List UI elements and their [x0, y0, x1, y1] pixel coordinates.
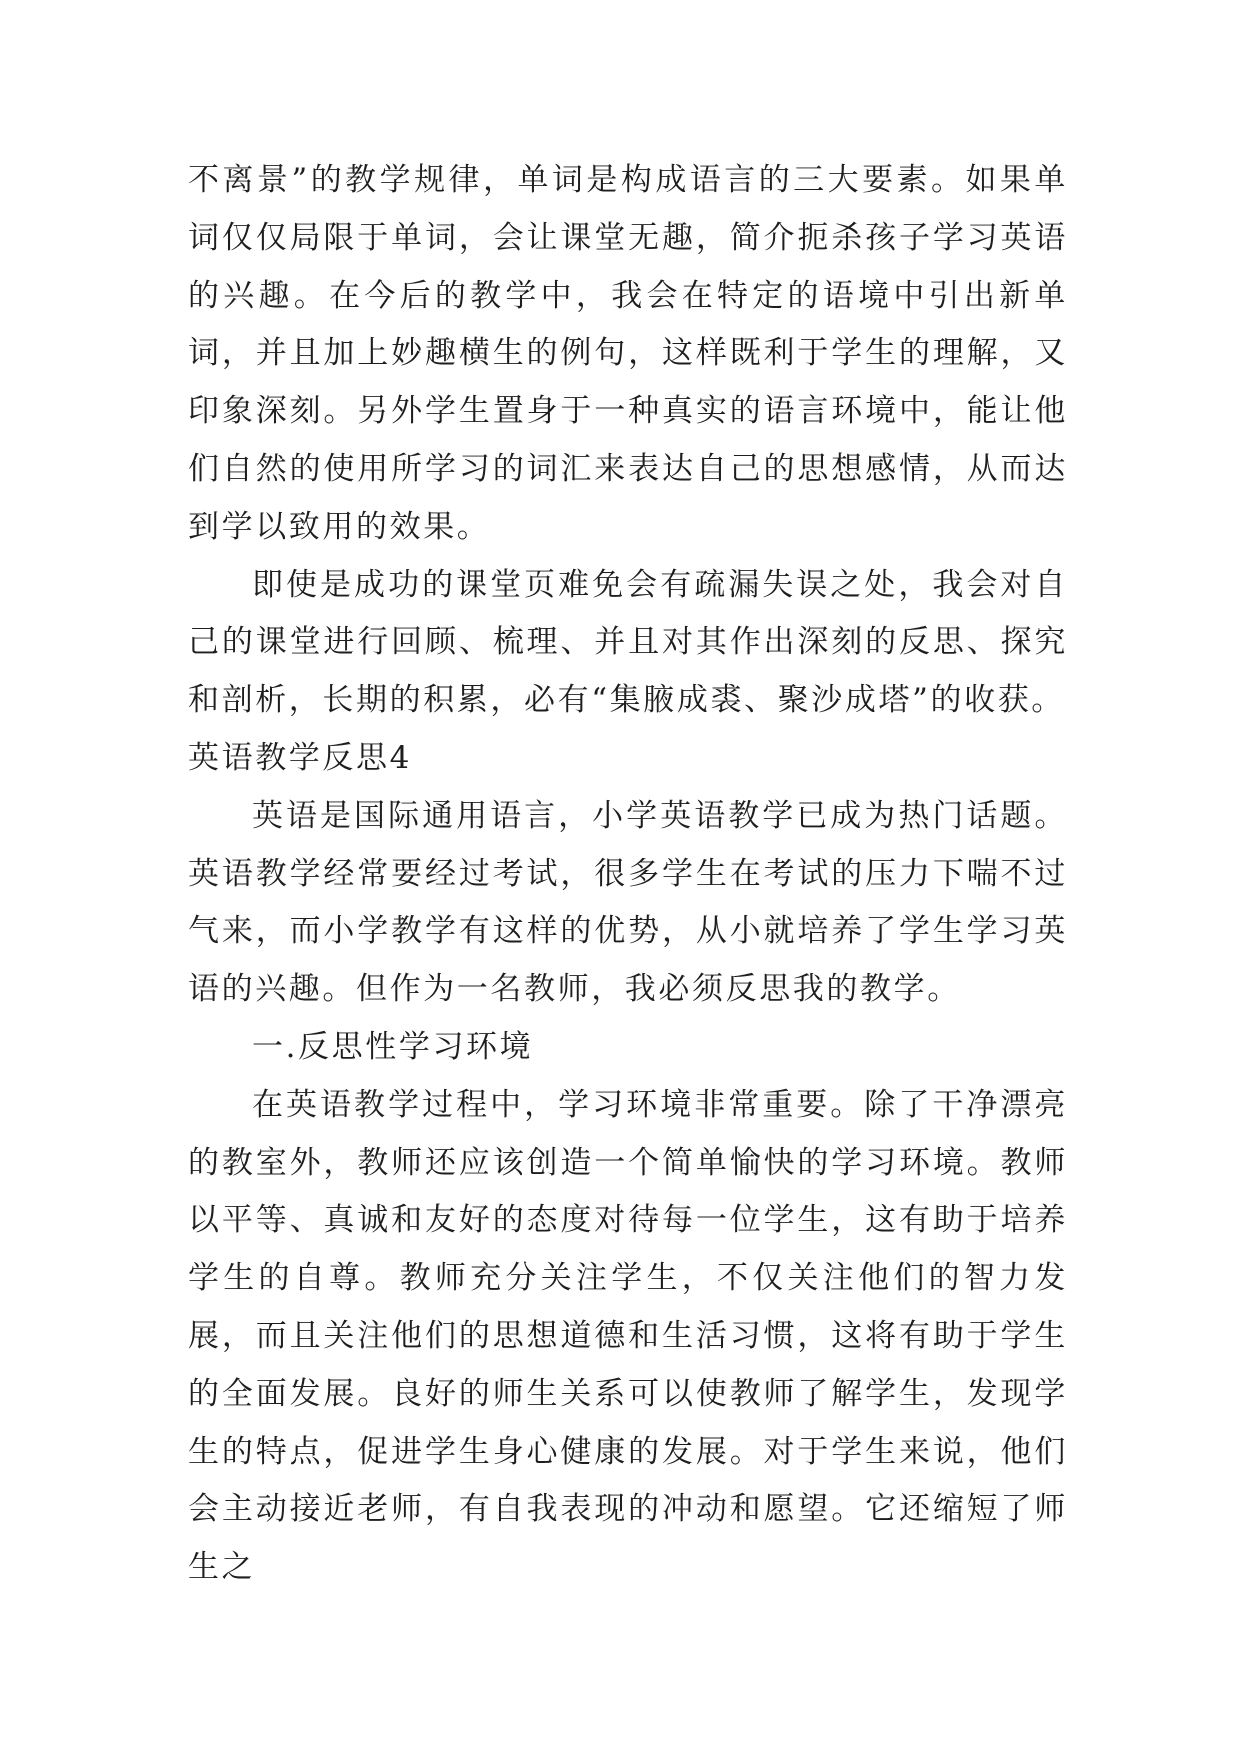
paragraph-reflection-summary: 即使是成功的课堂页难免会有疏漏失误之处，我会对自己的课堂进行回顾、梳理、并且对其作出深刻的反思、探究和剖析，长期的积累，必有“集腋成裘、聚沙成塔”的收获。: [188, 566, 1068, 719]
document-body: [188, 152, 1068, 1597]
section-title: 英语教学反思4: [188, 739, 412, 776]
paragraph-learning-environment: 在英语教学过程中，学习环境非常重要。除了干净漂亮的教室外，教师还应该创造一个简单愉快的学习环境。教师以平等、真诚和友好的态度对待每一位学生，这有助于培养学生的自尊。教师充分关注学生，不仅关注他们的智力发展，而且关注他们的思想道德和生活习惯，这将有助于学生的全面发展。良好的师生关系可以使教师了解学生，发现学生的特点，促进学生身心健康的发展。对于学生来说，他们会主动接近老师，有自我表现的冲动和愿望。它还缩短了师生之: [188, 1086, 1068, 1586]
paragraph-continued: 不离景”的教学规律，单词是构成语言的三大要素。如果单词仅仅局限于单词，会让课堂无趣，简介扼杀孩子学习英语的兴趣。在今后的教学中，我会在特定的语境中引出新单词，并且加上妙趣横生的例句，这样既利于学生的理解，又印象深刻。另外学生置身于一种真实的语言环境中，能让他们自然的使用所学习的词汇来表达自己的思想感情，从而达到学以致用的效果。: [188, 162, 1068, 545]
paragraph-intro: 英语是国际通用语言，小学英语教学已成为热门话题。英语教学经常要经过考试，很多学生在考试的压力下喘不过气来，而小学教学有这样的优势，从小就培养了学生学习英语的兴趣。但作为一名教师，我必须反思我的教学。: [188, 797, 1068, 1008]
subsection-heading: 一.反思性学习环境: [252, 1028, 534, 1065]
